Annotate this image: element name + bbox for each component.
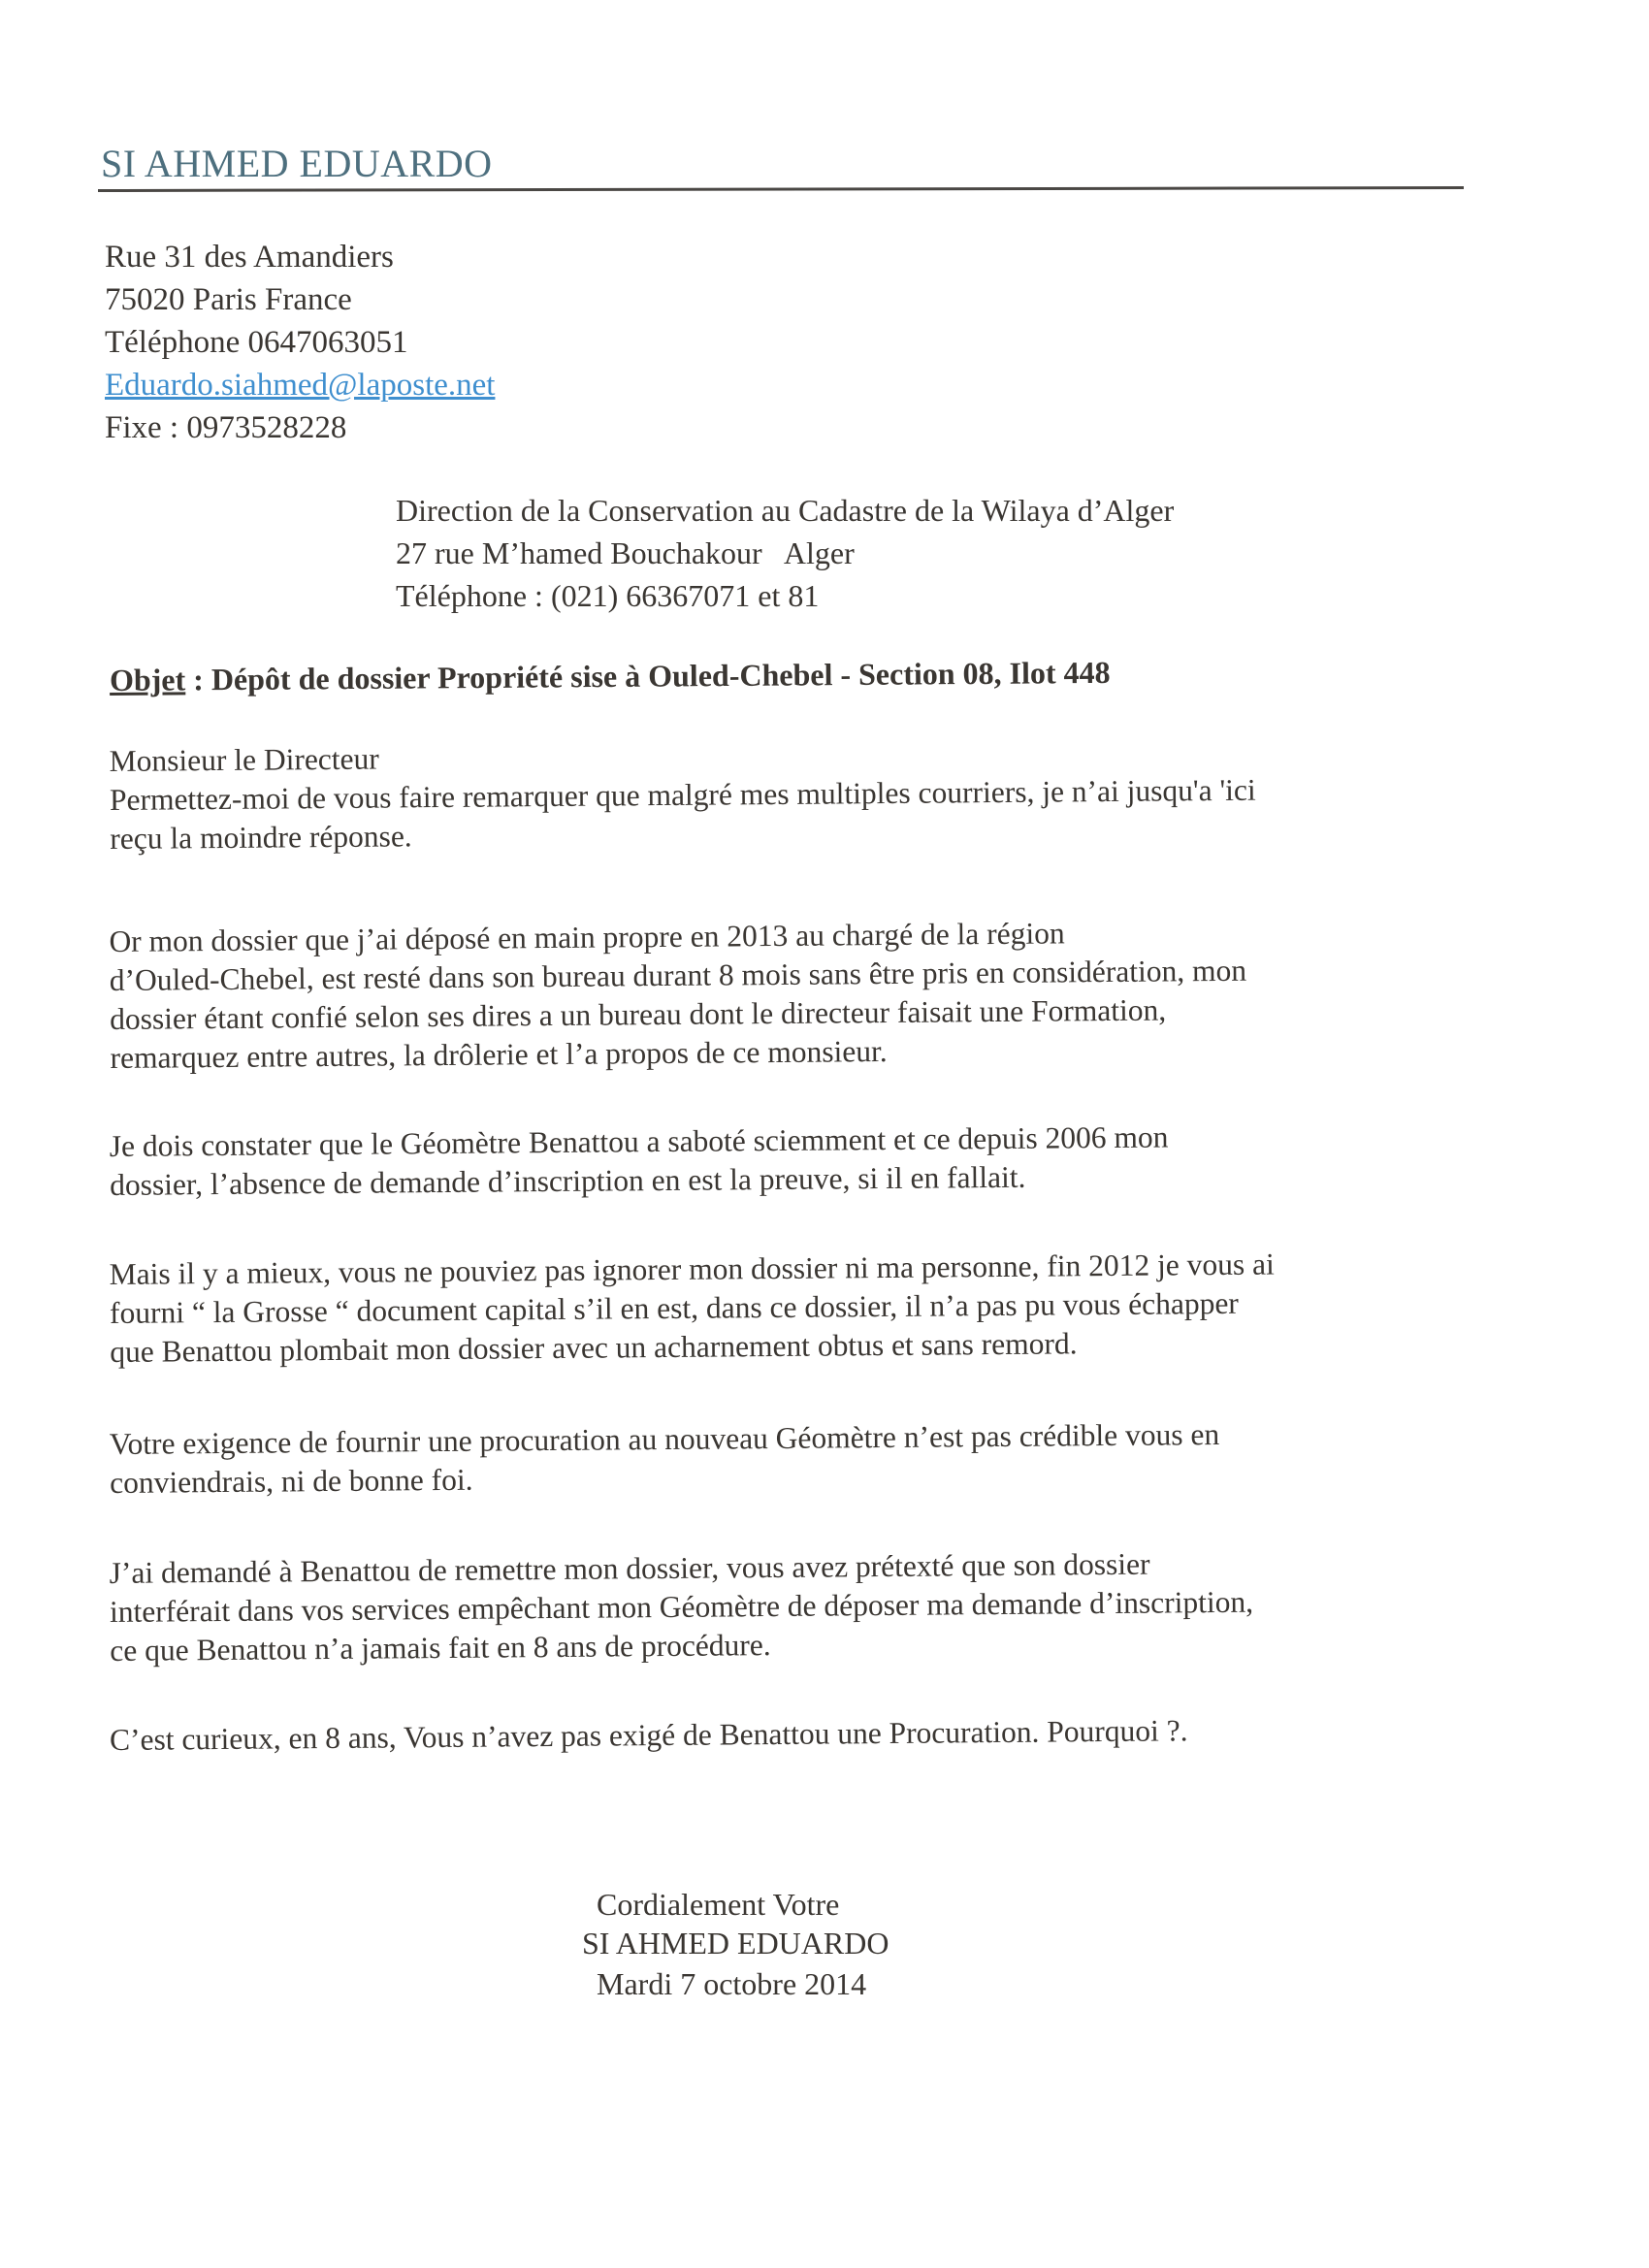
sender-street: Rue 31 des Amandiers [105,240,394,275]
paragraph-line: dossier, l’absence de demande d’inscription en est la preuve, si il en fallait. [110,1159,1026,1202]
paragraph-line: que Benattou plombait mon dossier avec un acharnement obtus et sans remord. [110,1326,1078,1369]
paragraph-line: dossier étant confié selon ses dires a un bureau dont le directeur faisait une Formation, [110,992,1167,1036]
recipient-phone: Téléphone : (021) 66367071 et 81 [396,578,820,613]
paragraph-line: conviendrais, ni de bonne foi. [110,1462,473,1500]
paragraph-line: remarquez entre autres, la drôlerie et l’a propos de ce monsieur. [110,1034,888,1075]
paragraph-7 [110,1711,1188,1760]
closing-date: Mardi 7 octobre 2014 [597,1966,867,2001]
paragraph-line: Votre exigence de fournir une procuration au nouveau Géomètre n’est pas crédible vous en [109,1417,1220,1462]
paragraph-line: fourni “ la Grosse “ document capital s’il en est, dans ce dossier, il n’a pas pu vous échapper [109,1285,1239,1330]
paragraph-5 [110,1415,1220,1503]
paragraph-line: d’Ouled-Chebel, est resté dans son bureau durant 8 mois sans être pris en considération, mon [109,953,1247,998]
paragraph-4 [109,1246,1275,1372]
paragraph-line: Or mon dossier que j’ai déposé en main propre en 2013 au chargé de la région [109,916,1065,959]
letterhead-name: SI AHMED EDUARDO [101,142,493,185]
paragraph-line: interférait dans vos services empêchant mon Géomètre de déposer ma demande d’inscription, [109,1584,1254,1629]
subject-text: : Dépôt de dossier Propriété sise à Ouled-Chebel - Section 08, Ilot 448 [185,654,1111,697]
paragraph-line: Je dois constater que le Géomètre Benattou a saboté sciemment et ce depuis 2006 mon [109,1119,1169,1164]
paragraph-2 [109,913,1247,1078]
sender-address-block [105,236,495,449]
closing-signature-name: SI AHMED EDUARDO [582,1926,889,1960]
salutation-block [109,732,1256,859]
sender-landline: Fixe : 0973528228 [105,410,347,445]
salutation: Monsieur le Directeur [109,741,379,779]
recipient-organization: Direction de la Conservation au Cadastre de la Wilaya d’Alger [396,493,1175,528]
sender-city: 75020 Paris France [105,282,352,317]
subject-label: Objet [109,662,186,697]
sender-phone: Téléphone 0647063051 [105,325,408,360]
paragraph-line: C’est curieux, en 8 ans, Vous n’avez pas exigé de Benattou une Procuration. Pourquoi ?. [109,1713,1188,1757]
recipient-street: 27 rue M’hamed Bouchakour Alger [396,535,855,570]
paragraph-line: reçu la moindre réponse. [110,819,412,856]
letterhead-divider [98,186,1464,192]
paragraph-line: Mais il y a mieux, vous ne pouviez pas ignorer mon dossier ni ma personne, fin 2012 je vous ai [109,1247,1275,1292]
paragraph-line: ce que Benattou n’a jamais fait en 8 ans de procédure. [110,1628,771,1668]
closing-greeting: Cordialement Votre [597,1887,840,1922]
paragraph-3 [110,1118,1169,1205]
sender-email-link[interactable]: Eduardo.siahmed@laposte.net [105,368,496,403]
subject-line [110,655,1111,698]
paragraph-line: Permettez-moi de vous faire remarquer que malgré mes multiples courriers, je n’ai jusqu'a 'ici [109,772,1256,817]
paragraph-6 [109,1544,1253,1670]
recipient-address-block [396,489,1174,617]
paragraph-line: J’ai demandé à Benattou de remettre mon dossier, vous avez prétexté que son dossier [109,1546,1150,1591]
